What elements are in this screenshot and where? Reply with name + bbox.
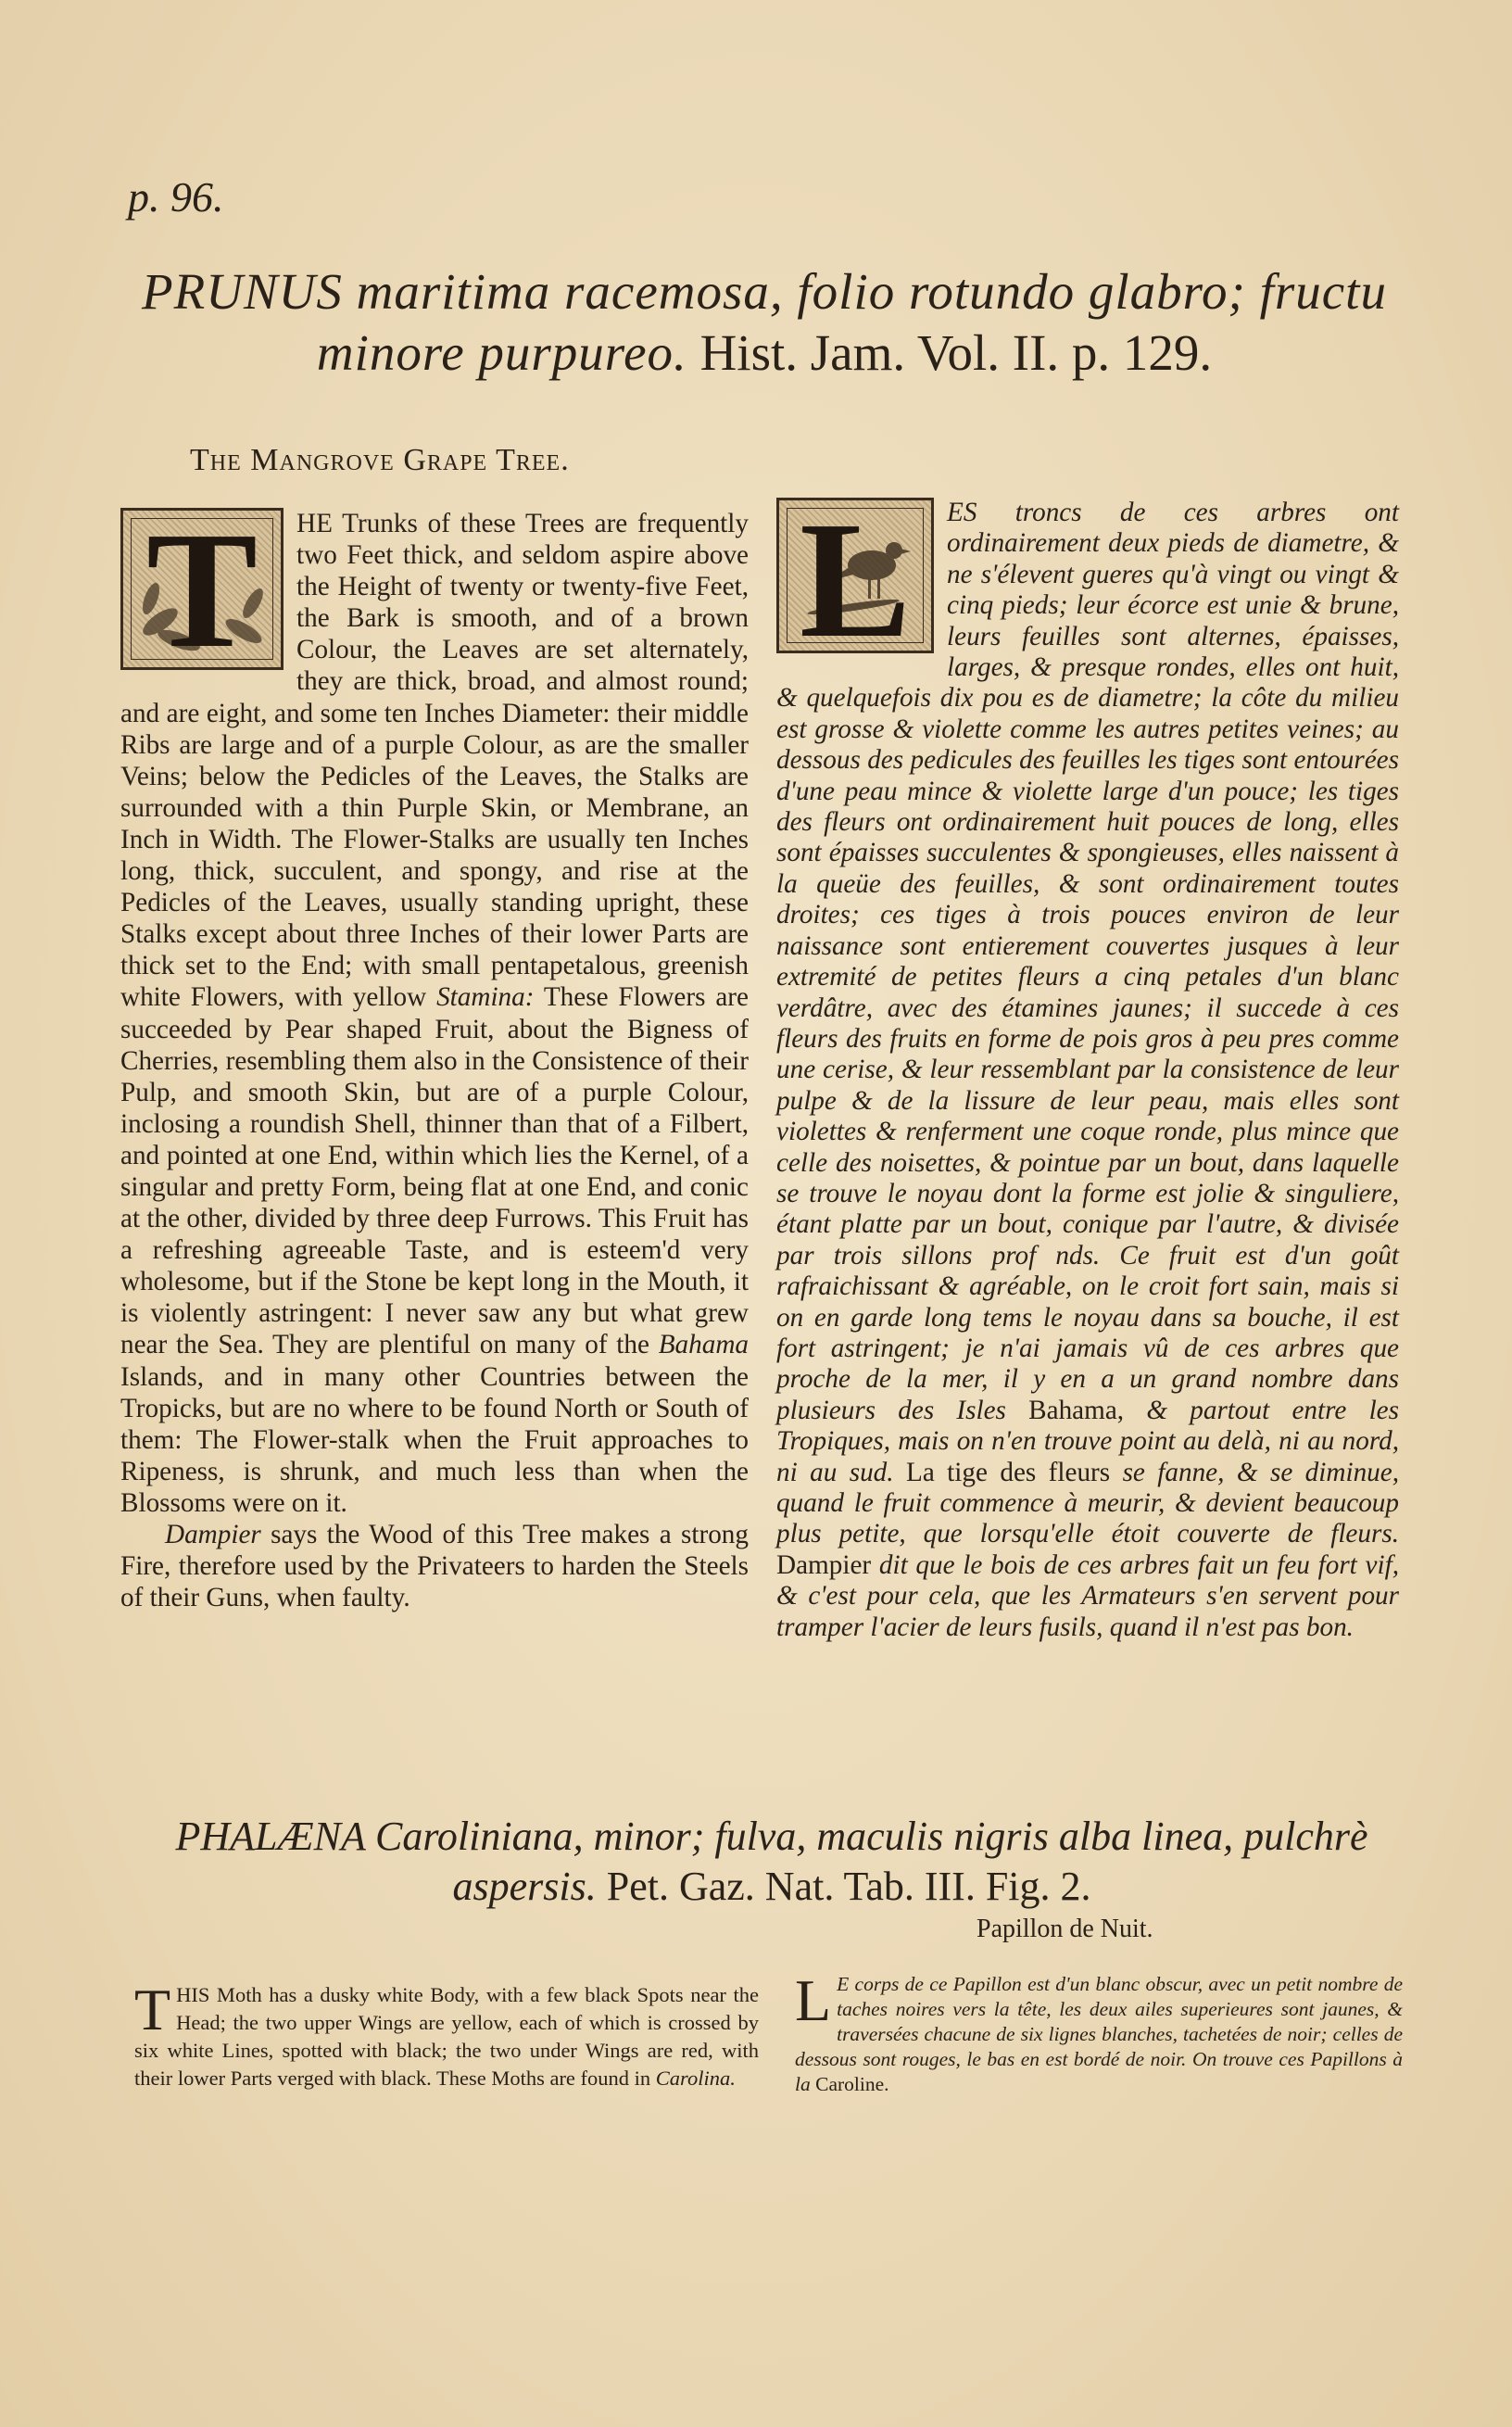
french-text-a: ES troncs de ces arbres ont ordinairement deux pieds de diametre, & ne s'élevent gueres qu'à vingt ou vingt & cinq pieds; leur écorce est unie & brune, leurs feuilles sont alternes, épaisses, larges, & presque rondes, elles ont huit, & quelquefois dix pou es de diametre; la côte du milieu est grosse & violette comme les autres petites veines; au dessous des pedicules des feuilles les tiges sont entourées d'une peau mince & violette large d'un pouce; les tiges des fleurs ont ordinairement huit pouces de long, elles sont épaisses succulentes & spongieuses, elles naissent à la queüe des feuilles, & sont ordinairement toutes droites; ces tiges à trois pouces environ de leur naissance sont entierement couvertes jusques à leur extremité de petites fleurs a cinq petales d'un blanc verdâtre, avec des étamines jaunes; il succede à ces fleurs des fruits en forme de pois gros à peu pres comme une cerise, & leur ressemblant par la consistence de leur pulpe & de la lissure de leur peau, mais elles sont violettes & renferment une coque ronde, plus mince que celle des noisettes, & pointue par un bout, dans laquelle se trouve le noyau dont la forme est jolie & singuliere, étant platte par un bout, conique par l'autre, & divisée par trois sillons prof nds. Ce fruit est d'un goût rafraichissant & agréable, on le croit fort sain, mais si on en garde long tems le noyau dans sa bouche, il est fort astringent; je n'ai jamais vû de ces arbres que proche de la mer, il y en a un grand nombre dans plusieurs des Isles (776, 498, 1399, 1425)
english-paragraph-2 (120, 1519, 749, 1613)
moth-english-column (134, 1977, 759, 2092)
section2-title (137, 1812, 1406, 1912)
moth-english-text: HIS Moth has a dusky white Body, with a few black Spots near the Head; the two upper Wings are yellow, each of which is crossed by six white Lines, spotted with black; the two under Wings are red, with their lower Parts verged with black. These Moths are found in (134, 1983, 759, 2090)
section1-title (120, 261, 1408, 384)
french-text-bahama: Bahama, (1028, 1395, 1125, 1425)
moth-french-text: E corps de ce Papillon est d'un blanc obscur, avec un petit nombre de taches noires vers la tête, les deux ailes superieures sont jaunes, & traversées chacune de six lignes blanches, tachetées de noir; celles de dessous sont rouges, le bas en est bordé de noir. On trouve ces Papillons à la (795, 1973, 1403, 2095)
french-column (776, 487, 1400, 1643)
section2-french-heading: Papillon de Nuit. (976, 1915, 1153, 1943)
english-text-b: These Flowers are succeeded by Pear shaped Fruit, about the Bigness of Cherries, resembling them also in the Consistence of their Pulp, and smooth Skin, but are of a purple Colour, inclosing a roundish Shell, thinner than that of a Filbert, and pointed at one End, within which lies the Kernel, of a singular and pretty Form, being flat at one End, and conic at the other, divided by three deep Furrows. This Fruit has a refreshing agreeable Taste, and is esteem'd very wholesome, but if the Stone be kept long in the Mouth, it is violently astringent: I never saw any but what grew near the Sea. They are plentiful on many of the (120, 982, 749, 1360)
french-text-c: se fanne, & se diminue, quand le fruit commence à meurir, & devient beaucoup plus petite, que lorsqu'elle étoit couverte de fleurs. (776, 1457, 1400, 1549)
english-column (120, 498, 750, 1613)
english-text-dampier: Dampier (165, 1520, 261, 1549)
french-dropcap-ornament (776, 487, 934, 672)
english-text-a: HE Trunks of these Trees are frequently two Feet thick, and seldom aspire above the Height of twenty or twenty-five Feet, the Bark is smooth, and of a brown Colour, the Leaves are set alternately, they are thick, broad, and almost round; and are eight, and some ten Inches Diameter: their middle Ribs are large and of a purple Colour, as are the smaller Veins; below the Pedicles of the Leaves, the Stalks are surrounded with a thin Purple Skin, or Membrane, an Inch in Width. The Flower-Stalks are usually ten Inches long, thick, succulent, and spongy, and rise at the Pedicles of the Leaves, usually standing upright, these Stalks except about three Inches of their lower Parts are thick set to the End; with small pentapetalous, greenish white Flowers, with yellow (120, 509, 749, 1013)
moth-french-dropcap: L (795, 1967, 832, 2033)
english-text-bahama: Bahama (658, 1330, 750, 1360)
english-dropcap-ornament (120, 498, 284, 682)
french-text-dampier: Dampier (776, 1549, 872, 1580)
french-text-d: dit que le bois de ces arbres fait un feu fort vif, & c'est pour cela, que les Armateurs s'en servent pour tramper l'acier de leurs fusils, quand il n'est pas bon. (776, 1549, 1400, 1642)
moth-french-caroline: Caroline. (815, 2073, 889, 2095)
moth-english-paragraph (134, 1977, 759, 2092)
english-text-d: says the Wood of this Tree makes a strong Fire, therefore used by the Privateers to harden the Steels of their Guns, when faulty. (120, 1520, 749, 1613)
english-dropcap-letter: T (145, 498, 258, 682)
french-text-tige: La tige des fleurs (905, 1457, 1111, 1487)
section1-title-latin: PRUNUS maritima racemosa, folio rotundo glabro; fructu minore purpureo. (142, 263, 1387, 381)
moth-english-carolina: Carolina. (655, 2067, 736, 2090)
english-text-stamina: Stamina: (436, 982, 535, 1013)
page-number: p. 96. (128, 173, 224, 221)
english-heading: The Mangrove Grape Tree. (190, 443, 570, 477)
moth-french-paragraph (795, 1967, 1403, 2097)
english-text-c: Islands, and in many other Countries between the Tropicks, but are no where to be found North or South of them: The Flower-stalk when the Fruit approaches to Ripeness, is shrunk, and much less than when the Blossoms were on it. (120, 1361, 749, 1518)
french-text-b: & partout entre les Tropiques, mais on n'en trouve point au delà, ni au nord, ni au sud. (776, 1395, 1399, 1487)
french-dropcap-letter: L (799, 487, 912, 672)
section2-title-latin: PHALÆNA Caroliniana, minor; fulva, maculis nigris alba linea, pulchrè aspersis. (175, 1814, 1368, 1909)
section2-title-reference: Pet. Gaz. Nat. Tab. III. Fig. 2. (606, 1864, 1091, 1909)
moth-english-dropcap: T (134, 1977, 171, 2042)
moth-french-column (795, 1967, 1403, 2097)
section1-title-reference: Hist. Jam. Vol. II. p. 129. (699, 324, 1213, 381)
